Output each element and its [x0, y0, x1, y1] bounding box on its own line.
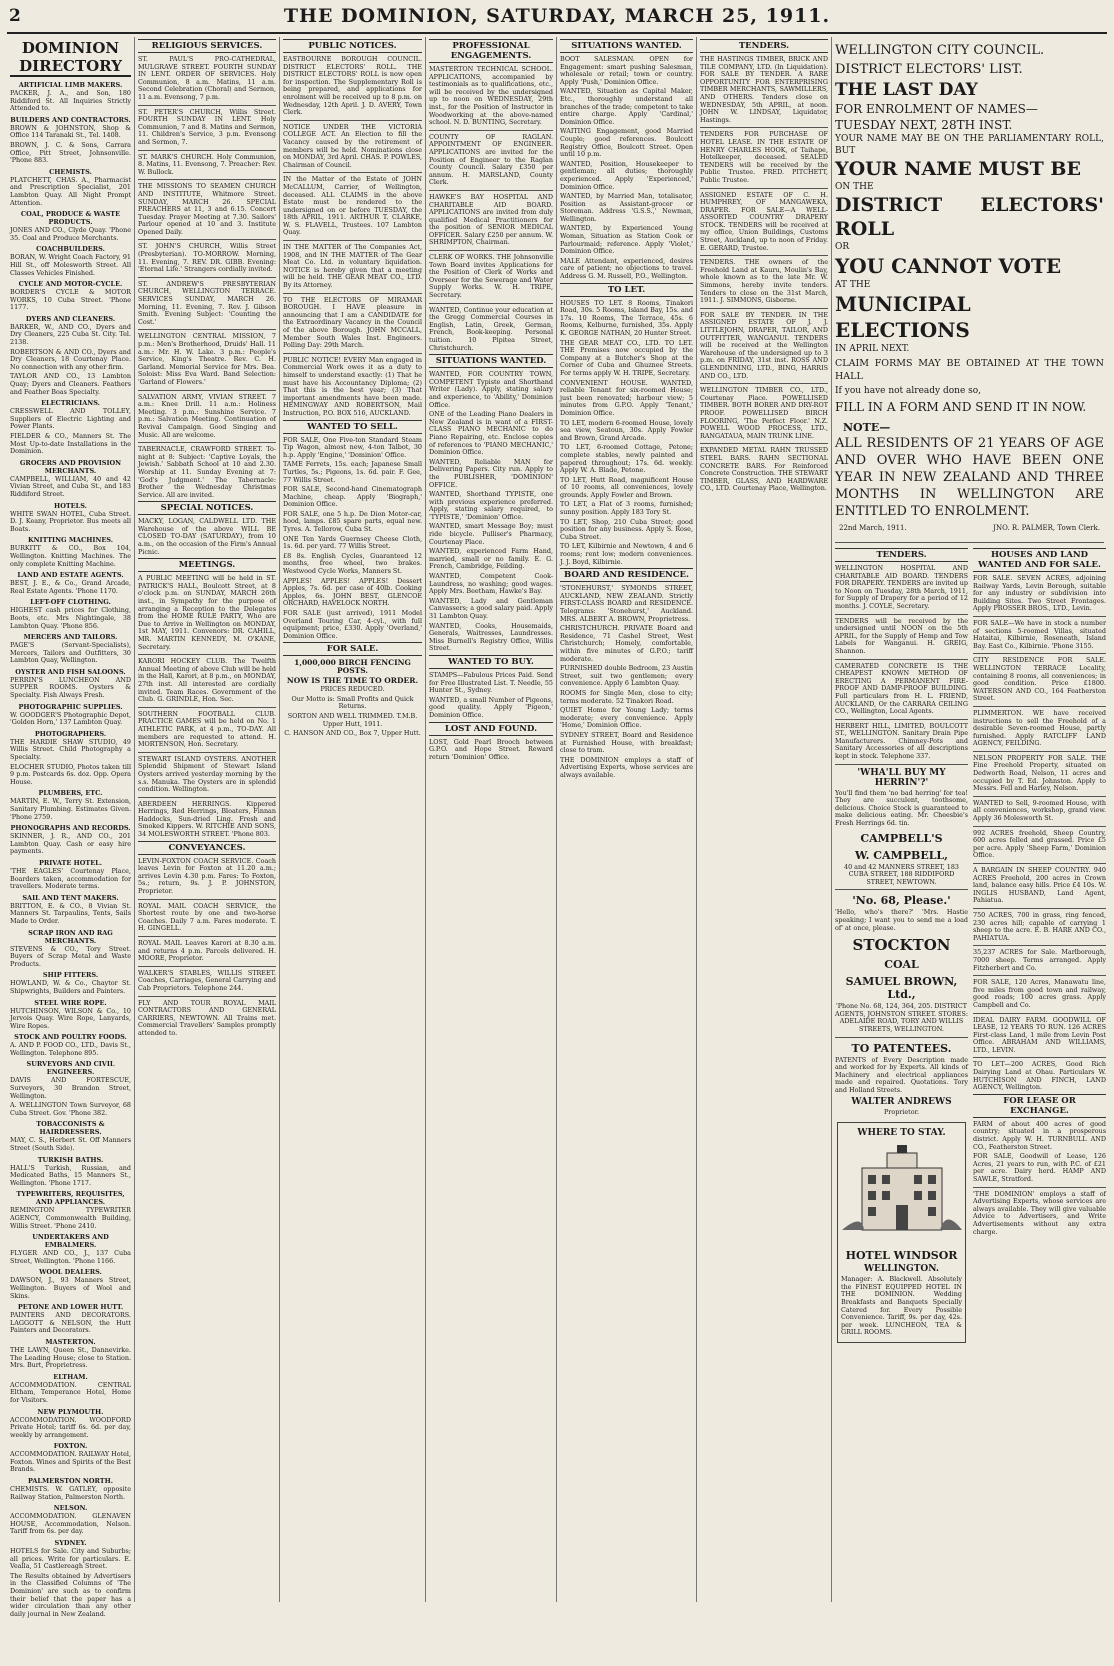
religious-column	[135, 37, 280, 1602]
election-line-roll: DISTRICT ELECTORS' ROLL	[835, 194, 1104, 240]
directory-entry: ACCOMMODATION. GLENAVEN HOUSE, Accommodation, Nelson. Tariff from 6s. per day.	[10, 1512, 131, 1536]
for-sale-line: NOW IS THE TIME TO ORDER.	[286, 675, 419, 685]
for-sale-list	[283, 659, 422, 737]
tender-notice: TENDERS FOR PURCHASE OF HOTEL LEASE. IN THE ESTATE OF HENRY CHARLES HOOK, of Taihape, Hotelkeeper, deceased. SEALED TENDERS will be received by the Public Trustee. FRED. PITCHETT, Public Trustee.	[700, 130, 828, 184]
directory-entry: REMINGTON TYPEWRITER AGENCY, Commonwealth Building, Willis Street. 'Phone 2410.	[10, 1206, 131, 1230]
directory-entry: BORAN, W. Wright Coach Factory, 91 Hill St., off Molesworth Street. All Classes Vehicles Finished.	[10, 253, 131, 277]
exchange-list	[973, 1121, 1106, 1184]
board-notice: THE DOMINION employs a staff of Advertising Experts, whose services are always available.	[560, 755, 693, 779]
sale-notice: FOR SALE, One Five-ton Standard Steam Tip Wagon, almost new, 4-ton Talbot, 30 h.p. Apply 'Engine,' 'Dominion' Office.	[283, 435, 422, 459]
campbell-name: W. CAMPBELL,	[854, 848, 949, 862]
religious-notice: ST. PETER'S CHURCH, Willis Street. FOURTH SUNDAY IN LENT. Holy Communion, 7 and 8. Matins and Sermon, 11. Children's Service, 3 p.m. Evensong and Sermon, 7.	[138, 107, 276, 146]
directory-entry: W. GOODGER'S Photographic Depot, 'Golden Horn,' 137 Lambton Quay.	[10, 710, 131, 727]
directory-entry: CHEMISTS. W. GATLEY, opposite Railway Station, Palmerston North.	[10, 1485, 131, 1501]
directory-category: STEEL WIRE ROPE.	[34, 998, 107, 1007]
dominion-staff-notice: 'THE DOMINION' employs a staff of Advertising Experts, whose services are always available. They will give valuable Advice to Advertisers, and Write Advertisements without any extra charge.	[973, 1189, 1106, 1236]
wanted-buy-notice: STAMPS—Fabulous Prices Paid. Send for Free Illustrated List. T. Needle, 55 Hunter St., Sydney.	[429, 670, 553, 695]
board-list	[560, 585, 693, 779]
public-notice: NOTICE UNDER THE VICTORIA COLLEGE ACT. An Election to fill the Vacancy caused by the retirement of members will be held. Nominations close on MONDAY, 3rd April. CHAS. P. POWLES, Chairman of Council.	[283, 122, 423, 169]
directory-category: PRIVATE HOTEL.	[38, 858, 103, 867]
professional-column	[426, 37, 557, 1602]
directory-entry: THE LAWN, Queen St., Dannevirke. The Leading House; close to Station. Mrs. Burt, Proprietress.	[10, 1345, 131, 1370]
conveyance-notice: WALKER'S STABLES, WILLIS STREET. Coaches, Carriages, General Carrying and Cab Proprietors. Telephone 244.	[138, 968, 276, 992]
board-notice: ROOMS for Single Men, close to city; terms moderate. 52 Tinakori Road.	[560, 688, 693, 705]
special-notice: MACKY, LOGAN, CALDWELL LTD. THE Warehouse of the above WILL BE CLOSED TO-DAY (SATURDAY), from 10 a.m., on the occasion of the Firm's Annual Picnic.	[138, 517, 276, 556]
situation-notice: WANTED, Cooks, Housemaids, Generals, Waitresses, Laundresses. Miss Burnell's Registry Office, Willis Street.	[429, 621, 553, 653]
to-let-list	[560, 300, 693, 567]
to-let-notice: TO LET, a Flat of 3 rooms, furnished; sunny position. Apply 183 Tory St.	[560, 500, 693, 517]
house-notice: IDEAL DAIRY FARM. GOODWILL OF LEASE, 12 YEARS TO RUN. 126 ACRES First-class Land, 1 mile from Levin Post Office. ABRAHAM AND WILLIAMS, LTD., LEVIN.	[973, 1015, 1106, 1054]
directory-list	[10, 81, 131, 1618]
directory-category: ELTHAM.	[53, 1372, 88, 1381]
tenders-column	[697, 37, 832, 1602]
directory-category: COAL, PRODUCE & WASTE PRODUCTS.	[20, 210, 121, 227]
election-line-already: If you have not already done so,	[835, 386, 982, 396]
directory-category: DYERS AND CLEANERS.	[25, 314, 116, 323]
directory-entry: BORDER'S CYCLE & MOTOR WORKS, 10 Cuba Street. 'Phone 1177.	[10, 288, 131, 312]
situation-wanted-notice: MALE Attendant, experienced, desires care of patient; no objections to travel. Address G. M. Russell, P.O., Wellington.	[560, 256, 693, 281]
house-notice: NELSON PROPERTY FOR SALE. THE Fine Freehold Property, situated on Dedworth Road, Nelson, 11 acres and occupied by T. Ed. Johnston. Apply to Messrs. Fell and Harley, Nelson.	[973, 753, 1106, 793]
lost-notice: LOST, Gold Pearl Brooch between G.P.O. and Hope Street. Reward return 'Dominion' Office.	[429, 737, 553, 761]
directory-entry: A. WELLINGTON Town Surveyor, 68 Cuba Street. Gov. 'Phone 382.	[10, 1101, 131, 1117]
directory-category: NELSON.	[53, 1504, 88, 1513]
election-footer	[839, 524, 1100, 532]
directory-entry: BEST, J. E., & Co., Grand Arcade, Real Estate Agents. 'Phone 1170.	[10, 579, 131, 595]
to-let-notice: TO LET, Shop, 210 Cuba Street; good position for any business. Apply S. Rose, Cuba Street.	[560, 517, 693, 541]
directory-entry: HOTELS for Sale. City and Suburbs; all prices. Write for particulars. E. Vealla, 51 Castlereagh Street.	[10, 1547, 131, 1571]
houses-subcolumn	[973, 546, 1106, 1238]
to-let-notice: TO LET, Hutt Road, magnificent House of 10 rooms, all conveniences, lovely grounds. Apply Fowler and Brown.	[560, 475, 693, 499]
election-clerk: JNO. R. PALMER, Town Clerk.	[993, 524, 1100, 532]
directory-category: SURVEYORS AND CIVIL ENGINEERS.	[26, 1060, 115, 1077]
election-line-parliamentary: YOUR NAME MAY BE ON THE PARLIAMENTARY ROLL, BUT	[835, 134, 1104, 156]
for-sale-heading: FOR SALE.	[283, 642, 422, 656]
election-line-municipal: MUNICIPAL ELECTIONS	[835, 292, 971, 342]
masthead-title: THE DOMINION, SATURDAY, MARCH 25, 1911.	[283, 5, 831, 27]
patentees-sub: Proprietor.	[884, 1107, 919, 1116]
directory-entry: PACKER, J. A., and Son, 180 Riddiford St. All Inquiries Strictly Attended to.	[10, 89, 131, 113]
masthead	[7, 4, 1107, 34]
directory-entry: DAVIS AND FORTESCUE, Surveyors, 30 Brandon Street, Wellington.	[10, 1076, 131, 1100]
public-notice: IN THE MATTER of The Companies Act, 1908, and IN THE MATTER of The Gear Meat Co. Ltd. in voluntary liquidation. NOTICE is hereby given that a meeting will be held. THE GEAR MEAT CO., LTD. By its Attorney.	[283, 243, 422, 290]
directory-entry: MARTIN, E. W., Terry St. Extension, Sanitary Plumbing. Estimates Given. 'Phone 2759.	[10, 797, 131, 821]
election-line-residents: ALL RESIDENTS OF 21 YEARS OF AGE AND OVER WHO HAVE BEEN ONE YEAR IN NEW ZEALAND AND THREE MONTHS IN WELLINGTON ARE ENTITLED TO ENROLMENT.	[835, 436, 1104, 519]
directory-entry: HOWLAND, W. & Co., Chaytor St. Shipwrights, Builders and Painters.	[10, 979, 131, 995]
board-notice: 'STONEHURST,' SYMONDS STREET, AUCKLAND, NEW ZEALAND. Strictly FIRST-CLASS BOARD and RESIDENCE. Telegrams: 'Stonehurst,' Auckland. MRS. ALBERT A. BROWN, Proprietress.	[560, 584, 693, 623]
directory-category: TOBACCONISTS & HAIRDRESSERS.	[36, 1120, 105, 1137]
directory-category: NEW PLYMOUTH.	[37, 1407, 104, 1416]
herring-headline: 'WHA'LL BUY MY HERRIN'?'	[857, 767, 946, 788]
religious-notice: WELLINGTON CENTRAL MISSION, 7 p.m.: Men's Brotherhood, Druids' Hall. 11 a.m.: Mr. H. W. Lake. 3 p.m.: People's Service, King's Theatre. Rev. C. H. Garland. Memorial Service for Mrs. Bea. Soloist: Miss Eva Ward. Band Selection: 'Garland of Flowers.'	[138, 332, 276, 386]
for-sale-line: Our Motto is: Small Profits and Quick Returns.	[291, 694, 414, 711]
tenders2-list	[835, 565, 968, 761]
directory-entry: FLYGER AND CO., J., 137 Cuba Street, Wellington. 'Phone 1166.	[10, 1249, 131, 1265]
directory-category: OYSTER AND FISH SALOONS.	[15, 667, 126, 676]
wanted-buy-notice: WANTED, a small Number of Pigeons, good quality. Apply 'Pigeon,' Dominion Office.	[429, 695, 553, 719]
directory-category: UNDERTAKERS AND EMBALMERS.	[32, 1233, 109, 1250]
herring-body: You'll find them 'no bad herring' for tea! They are succulent, toothsome, delicious. Choice Stock is guaranteed to make delicious eating. Mr. Cheesbie's Fresh Herrings 6d. tin.	[835, 788, 968, 828]
tenders2-subcolumn	[835, 546, 968, 1349]
directory-entry: HALL'S Turkish, Russian, and Medicated Baths, 15 Manners St., Wellington. 'Phone 1717.	[10, 1163, 131, 1187]
house-notice: WANTED to Sell, 9-roomed House, with all conveniences, workshop, grand view. Apply 36 Molesworth St.	[973, 798, 1106, 823]
oysters-notice: STEWART ISLAND OYSTERS. ANOTHER Splendid Shipment of Stewart Island Oysters arrived yesterday morning by the s.s. Manuka. The Oysters are in splendid condition. Wellington.	[138, 754, 276, 794]
directory-category: GROCERS AND PROVISION MERCHANTS.	[19, 458, 122, 475]
directory-category: PHONOGRAPHS AND RECORDS.	[10, 824, 131, 833]
to-let-notice: CONVENIENT HOUSE. WANTED, reliable Tenant for six-roomed House; just been renovated; harbour view; 5 minutes from G.P.O. Apply 'Tenant,' Dominion Office.	[560, 378, 693, 417]
coal-address: 'Phone No. 68, 124, 364, 205. DISTRICT AGENTS, JOHNSTON STREET. STORES: ADELAIDE ROAD, TORY AND WILLIS STREETS, WELLINGTON.	[835, 1002, 968, 1033]
directory-category: KNITTING MACHINES.	[27, 536, 114, 545]
coal-coal: COAL	[884, 958, 919, 972]
directory-entry: TAYLOR AND CO., 13 Lambton Quay; Dyers and Cleaners. Feathers and Feather Boas Specialty.	[10, 372, 131, 396]
directory-entry: BRITTON, E. & CO., 8 Vivian St. Manners St. Tarpaulins, Tents, Sails Made to Order.	[10, 901, 131, 925]
directory-category: LAND AND ESTATE AGENTS.	[17, 571, 124, 580]
directory-category: BUILDERS AND CONTRACTORS.	[10, 115, 131, 124]
directory-entry: ACCOMMODATION. RAILWAY Hotel, Foxton. Wines and Spirits of the Best Brands.	[10, 1450, 131, 1474]
election-line-or: OR	[835, 242, 850, 252]
situation-wanted-notice: BOOT SALESMAN. OPEN for Engagement: smart pushing Salesman, wholesale or retail; town or country. Apply 'Push,' Dominion Office.	[560, 55, 693, 86]
public-notice: PUBLIC NOTICE! EVERY Man engaged in Commercial Work owes it as a duty to himself to understand exactly: (1) That he must have his Accountancy Diploma; (2) That this is the best year; (3) That important amendments have been made. HEMINGWAY AND ROBERTSON, Mail Instruction, P.O. BOX 516, AUCKLAND.	[283, 355, 422, 417]
public-list	[283, 56, 422, 418]
situations-list	[429, 371, 553, 653]
for-sale-line: PRICES REDUCED.	[320, 685, 385, 694]
house-notice: 35,237 ACRES for Sale. Marlborough, 7000 sheep. Terms arranged. Apply Fitzherbert and Co.	[973, 948, 1106, 972]
directory-entry: CAMPBELL, WILLIAM, 40 and 42 Vivian Street, and Cuba St., and 183 Riddiford Street.	[10, 474, 131, 498]
religious-notice: ST. MARK'S CHURCH. Holy Communion, 8. Matins, 11. Evensong, 7. Preacher: Rev. W. Bullock.	[138, 152, 276, 176]
election-notice	[835, 41, 1104, 532]
directory-category: HOTELS.	[54, 501, 87, 510]
directory-entry: ACCOMMODATION. CENTRAL Eltham, Temperance Hotel, Home for Visitors.	[10, 1380, 131, 1404]
directory-entry: PLATCHETT, CHAS. A., Pharmacist and Prescription Specialist, 201 Lambton Quay. All Night Prompt Attention.	[10, 175, 131, 207]
directory-category: PHOTOGRAPHERS.	[34, 729, 107, 738]
situation-notice: WANTED, Lady and Gentleman Canvassers; a good salary paid. Apply 31 Lambton Quay.	[429, 596, 553, 620]
professional-list	[429, 66, 553, 352]
meetings-heading: MEETINGS.	[138, 558, 276, 572]
tender2-notice: CAMERATED CONCRETE IS THE CHEAPEST KNOWN METHOD OF ERECTING A PERMANENT FIRE-PROOF AND DAMP-PROOF BUILDING. Full particulars from H. L. FRIEND, AUCKLAND, Or the CARRARA CEILING CO., Wellington, Local Agents.	[835, 661, 968, 716]
directory-category: TURKISH BATHS.	[37, 1155, 104, 1164]
tender2-notice: TENDERS will be received by the undersigned until NOON on the 5th APRIL, for the Supply of Hemp and Tow Labels for Wanganui. H. GREIG, Shannon.	[835, 616, 968, 655]
to-let-notice: HOUSES TO LET. 8 Rooms, Tinakori Road, 30s. 5 Rooms, Island Bay, 15s. and 17s. 10 Rooms, The Terrace, 45s. 6 Rooms, Kelburne, furnished, 35s. Apply K. GEORGE NATHAN, 20 Hunter Street.	[560, 298, 693, 337]
directory-entry: HIGHEST cash prices for Clothing, Boots, etc. Mrs Nightingale, 38 Lambton Quay. 'Phone 856.	[10, 606, 131, 630]
sale-notice: APPLES! APPLES! APPLES! Dessert Apples, 7s. 6d. per case of 40lb. Cooking Apples, 6s. JOHN BEST, GLENCOE ORCHARD, HAVELOCK NORTH.	[283, 576, 422, 608]
directory-category: COACHBUILDERS.	[36, 245, 105, 254]
page-number: 2	[9, 6, 21, 26]
directory-entry: STEVENS & CO., Tory Street. Buyers of Scrap Metal and Waste Products.	[10, 944, 131, 968]
directory-entry: ACCOMMODATION. WOODFORD Private Hotel; tariff 6s. 6d. per day, weekly by arrangement.	[10, 1415, 131, 1439]
directory-category: SYDNEY.	[54, 1539, 87, 1548]
sale-notice: FOR SALE, one 5 h.p. De Dion Motor-car, hood, lamps. £85 spare parts, equal new. Tyres. A. Tellorow, Cuba St.	[283, 509, 422, 534]
directory-category: SCRAP IRON AND RAG MERCHANTS.	[28, 928, 113, 945]
election-line-on-the: ON THE	[835, 182, 874, 192]
directory-entry: CRESSWELL AND TOLLEY, Suppliers of Electric Lighting and Power Plants.	[10, 407, 131, 431]
election-line-tuesday: TUESDAY NEXT, 28TH INST.	[835, 118, 1013, 132]
election-column	[832, 37, 1107, 1602]
religious-list	[138, 56, 276, 499]
situation-wanted-notice: WANTED, by Experienced Young Woman, Situation as Station Cook or Parlourmaid; reference. Apply 'Violet,' Dominion Office.	[560, 224, 693, 256]
situations-wanted-column	[557, 37, 697, 1602]
exchange-notice: FARM of about 400 acres of good country; situated in a prosperous district. Apply W. H. TURNBULL AND CO., Featherston Street.	[973, 1119, 1106, 1151]
election-line-council: WELLINGTON CITY COUNCIL.	[835, 43, 1045, 58]
to-let-heading: TO LET.	[560, 283, 693, 297]
directory-category: MERCERS AND TAILORS.	[23, 633, 118, 642]
professional-notice: MASTERTON TECHNICAL SCHOOL. APPLICATIONS, accompanied by testimonials as to qualifications, etc., will be received by the undersigned up to noon on WEDNESDAY, 29th inst., for the Position of Instructor in Woodworking at the above-named school. N. D. BUNTING, Secretary.	[429, 65, 553, 127]
house-notice: 992 ACRES freehold, Sheep Country, 600 acres felled and grassed. Price £5 per acre. Apply 'Sheep Farm,' Dominion Office.	[973, 828, 1106, 860]
sale-notice: FOR SALE (just arrived), 1911 Model Overland Touring Car, 4-cyl., with full equipment; price, £330. Apply 'Overland,' Dominion Office.	[283, 609, 422, 640]
lost-list	[429, 739, 553, 762]
house-notice: CITY RESIDENCE FOR SALE. WELLINGTON TERRACE Locality, containing 8 rooms, all conveniences; in good condition. Price £1800. WATERSON AND CO., 164 Featherston Street.	[973, 656, 1106, 703]
herrings-notice: ABERDEEN HERRINGS. Kippered Herrings, Red Herrings, Bloaters, Finnan Haddocks, Sun-dried Ling. Fresh and Smoked Kippers. W. RITCHIE AND SONS, 34 MOLESWORTH STREET. 'Phone 803.	[138, 799, 276, 839]
campbell-heading: CAMPBELL'S	[860, 831, 943, 845]
religious-heading: RELIGIOUS SERVICES.	[138, 39, 276, 53]
for-sale-line: SORTON AND WELL TRIMMED. T.M.B. Upper Hutt, 1911.	[287, 711, 418, 728]
tender-notice: THE HASTINGS TIMBER, BRICK AND TILE COMPANY, LTD. (In Liquidation). FOR SALE BY TENDER. A RARE OPPORTUNITY FOR ENTERPRISING TIMBER MERCHANTS, SAWMILLERS, AND OTHERS. Tenders close on WEDNESDAY, 5th APRIL, at noon. JOHN W. LINDSAY, Liquidator, Hastings.	[700, 55, 828, 124]
directory-category: PALMERSTON NORTH.	[27, 1477, 114, 1486]
situations2-list	[560, 56, 693, 281]
board-notice: FURNISHED double Bedroom, 23 Austin Street, suit two gentlemen; every convenience. Apply 6 Lambton Quay.	[560, 664, 693, 688]
house-notice: 750 ACRES, 700 in grass, ring fenced, 230 acres hill; capable of carrying 1 sheep to the acre. E. B. HARE AND CO., PAHIATUA.	[973, 910, 1106, 942]
sale-notice: ONE Ten Yards Guernsey Cheese Cloth, 1s. 6d. per yard. 77 Willis Street.	[283, 534, 422, 551]
election-line-claim-forms: CLAIM FORMS MAY BE OBTAINED AT THE TOWN HALL	[835, 358, 1104, 382]
directory-entry: BROWN & JOHNSTON, Shop & Office 114 Taranaki St., Tel. 1408.	[10, 123, 131, 140]
situation-notice: WANTED, Reliable MAN for Delivering Papers. City run. Apply to the PUBLISHER, 'DOMINION' OFFICE.	[429, 457, 553, 489]
tender-notice: TENDERS. THE owners of the Freehold Land at Kauru, Moulin's Bay, whole known as to the late Mr. W. Simmons, hereby invite tenders. Tenders to close on the 31st March, 1911. J. SIMMONS, Gisborne.	[700, 258, 828, 305]
for-sale-line: 1,000,000 BIRCH FENCING POSTS.	[294, 658, 411, 675]
election-line-cannot-vote: YOU CANNOT VOTE	[835, 254, 1062, 278]
board-heading: BOARD AND RESIDENCE.	[560, 568, 693, 582]
directory-entry: HUTCHINSON, WILSON & Co., 10 Jervois Quay. Wire Rope, Lanyards, Wire Ropes.	[10, 1006, 131, 1030]
to-let-notice: TO LET, Kilbirnie and Newtown, 4 and 6 rooms; rent low; modern conveniences. J. J. Boyd, Kilbirnie.	[560, 542, 693, 566]
to-let-notice: TO LET, modern 6-roomed House, lovely sea view, Seatoun, 30s. Apply Fowler and Brown, Grand Arcade.	[560, 418, 693, 442]
tender-notice: WELLINGTON TIMBER CO., LTD., Courtenay Place. POWELLISED TIMBER. BOTH BORER AND DRY-ROT PROOF. POWELLISED BIRCH FLOORING, 'The Perfect Floor.' N.Z. POWELL WOOD PROCESS, LTD., RANGATAUA, MAIN TRUNK LINE.	[700, 386, 828, 440]
house-notice: A BARGAIN IN SHEEP COUNTRY. 940 ACRES Freehold, 200 acres in Crown land, balance easy hills. Price £4 10s. W. INGLIS HUSBAND, Land Agent, Pahiatua.	[973, 866, 1106, 905]
patentees-body: PATENTS of Every Description made and worked for by Experts. All kinds of Machinery and electrical appliances made and repaired. Quotations. Tory and Holland Streets.	[835, 1055, 968, 1094]
directory-entry: ELOCHER STUDIO, Photos taken till 9 p.m. Postcards 6s. doz. Opp. Opera House.	[10, 762, 131, 786]
religious-notice: SALVATION ARMY, VIVIAN STREET. 7 a.m.: Knee Drill. 11 a.m.: Holiness Meeting. 3 p.m.: Sunshine Service. 7 p.m.: Salvation Meeting. Continuation of Revival Campaign. Good Singing and Music. All are welcome.	[138, 392, 276, 439]
coal-headline: 'No. 68, Please.'	[852, 894, 951, 908]
exchange-notice: FOR SALE, Goodwill of Lease, 126 Acres, 21 years to run, with P.C. of £21 per acre. Dairy herd. HAMP AND SAWLE, Stratford.	[973, 1152, 1106, 1183]
house-notice: FOR SALE, 120 Acres, Manawatu line, five miles from good town and railway, good roads; 100 acres grass. Apply Campbell and Co.	[973, 978, 1106, 1009]
hotel-body: Manager: A. Blackwell. Absolutely the FINEST EQUIPPED HOTEL IN THE DOMINION. Wedding Breakfasts and Banquets Specially Catered for. Every Possible Convenience. Tariff, 9s. per day, 42s. per week. LUNCHEON, TEA & GRILL ROOMS.	[841, 1275, 962, 1337]
directory-entry: 'THE EAGLES' Courtenay Place, Boarders taken, accommodation for travellers. Moderate terms.	[10, 866, 131, 891]
coal-brown: SAMUEL BROWN, Ltd.,	[845, 975, 958, 1002]
tenders-list	[700, 56, 828, 493]
directory-entry: The Results obtained by Advertisers in the Classified Columns of 'The Dominion' are such as to confirm their belief that the paper has a wider circulation than any other daily journal in New Zealand.	[10, 1571, 131, 1618]
directory-category: SHIP FITTERS.	[42, 971, 99, 980]
directory-entry: SKINNER, J. R., AND CO., 201 Lambton Quay. Cash or easy hire payments.	[10, 832, 131, 856]
for-sale-line: C. HANSON AND CO., Box 7, Upper Hutt.	[284, 729, 421, 738]
tender-notice: ASSIGNED ESTATE OF C. H. HUMPHREY, OF MANGAWEKA, DRAPER. FOR SALE—A WELL-ASSORTED COUNTRY DRAPERY STOCK. TENDERS will be received at my office, Union Buildings, Customs Street, Auckland, up to noon of Friday. E. GERARD, Trustee.	[700, 190, 828, 252]
situation-notice: WANTED, Competent Cook-Laundress, no washing; good wages. Apply Mrs. Beetham, Hawke's Bay.	[429, 572, 553, 596]
public-notice: TO THE ELECTORS OF MIRAMAR BOROUGH. I HAVE pleasure in announcing that I am a CANDIDATE for the Extraordinary Vacancy in the Council of the above Borough. JOHN MCCALL, Member South Wales Inst. Engineers. Polling Day: 29th March.	[283, 295, 422, 350]
tender-notice: EXPANDED METAL RAHN TRUSSED STEEL BARS. RAHN SECTIONAL CONCRETE BARS. For Reinforced Concrete Construction. THE STEWART TIMBER, GLASS, AND HARDWARE CO., LTD. Courtenay Place, Wellington.	[700, 446, 828, 493]
directory-category: PHOTOGRAPHIC SUPPLIES.	[18, 702, 123, 711]
public-heading: PUBLIC NOTICES.	[283, 39, 422, 53]
to-let-notice: THE GEAR MEAT CO., LTD. TO LET. THE Premises now occupied by the Company at a Butcher's Shop at the Corner of Cuba and Ghuznee Streets. For terms apply W. H. TRIPE, Secretary.	[560, 338, 693, 377]
conveyances-list	[138, 858, 276, 1038]
directory-category: LEFT-OFF CLOTHING.	[30, 598, 111, 607]
directory-entry: WHITE SWAN HOTEL, Cuba Street. D. J. Keany, Proprietor. Bus meets all Boats.	[10, 509, 131, 533]
election-line-last-day: THE LAST DAY	[835, 80, 978, 100]
professional-notice: COUNTY OF RAGLAN. APPOINTMENT OF ENGINEER. APPLICATIONS are invited for the Position of Engineer to the Raglan County Council. Salary £350 per annum. H. MARSLAND, County Clerk.	[429, 132, 553, 187]
board-notice: CHRISTCHURCH. PRIVATE Board and Residence, 71 Cashel Street, West Christchurch; Homely, comfortable, within five minutes of G.P.O.; tariff moderate.	[560, 624, 693, 663]
directory-category: PLUMBERS, ETC.	[38, 789, 103, 798]
tender2-notice: WELLINGTON HOSPITAL AND CHARITABLE AID BOARD. TENDERS FOR DRAPERY. TENDERS are invited up to Noon on Tuesday, 28th March, 1911, for Supply of Drapery for a period of 12 months. J. COYLE, Secretary.	[835, 564, 968, 610]
coal-body: 'Hello, who's there?' 'Mrs. Hastie speaking; I want you to send me a load of' at once, please.	[835, 908, 968, 932]
hotel-advert	[837, 1122, 966, 1343]
directory-category: STOCK AND POULTRY FOODS.	[14, 1033, 127, 1042]
wanted-buy-list	[429, 672, 553, 720]
conveyance-notice: LEVIN-FOXTON COACH SERVICE. Coach leaves Levin for Foxton at 11.20 a.m.; arrives Levin 4.30 p.m. Fares: To Foxton, 5s.; return, 9s. J. P. JOHNSTON, Proprietor.	[138, 856, 276, 896]
religious-notice: THE MISSIONS TO SEAMEN CHURCH AND INSTITUTE, Whitmore Street. SUNDAY, MARCH 26. SPECIAL PREACHERS at 11, 3 and 6.15. Concert Tuesday. Prayer Meeting at 7.30. Sailors' Parlour opened at 10 and 3. Institute Opened Daily.	[138, 182, 276, 236]
situations-heading: SITUATIONS WANTED.	[429, 354, 553, 368]
conveyance-notice: ROYAL MAIL Leaves Karori at 8.30 a.m. and returns 4 p.m. Parcels delivered. H. MOORE, Proprietor.	[138, 939, 276, 963]
house-notice: TO LET—200 ACRES, Good Rich Dairying Land at Ohau. Particulars W. HUTCHISON AND FINCH, LAND AGENCY, Wellington.	[973, 1060, 1106, 1092]
houses-list	[973, 575, 1106, 1092]
hockey-notice: KARORI HOCKEY CLUB. The Twelfth Annual Meeting of above Club will be held in the Hall, Karori, at 8 p.m., on MONDAY, 27th inst. All interested are cordially invited. Team Races. Government of the Club. G. GRINDLE, Hon. Sec.	[138, 657, 276, 704]
directory-entry: ROBERTSON & AND CO., Dyers and Dry Cleaners, 18 Courtenay Place. No connection with any other firm.	[10, 347, 131, 371]
directory-column	[7, 37, 135, 1618]
directory-entry: PAGE'S (Servant-Specialists), Mercers, Tailors and Outfitters, 30 Lambton Quay, Wellington.	[10, 641, 131, 665]
election-line-note: NOTE—	[843, 421, 891, 434]
religious-notice: ST. PAUL'S PRO-CATHEDRAL, MULGRAVE STREET. FOURTH SUNDAY IN LENT. ORDER OF SERVICES. Holy Communion, 8 a.m. Matins, 11 a.m. Second Celebration (Choral) and Sermon, 11 a.m. Evensong, 7 p.m.	[138, 55, 276, 101]
situation-notice: WANTED, FOR COUNTRY TOWN, COMPETENT Typiste and Shorthand Writer (Lady). Apply, stating salary and experience, to 'Ability,' Dominion Office.	[429, 370, 553, 409]
situation-notice: WANTED, Shorthand TYPISTE, one with previous experience preferred. Apply, stating salary required, to 'TYPISTE,' 'Dominion' Office.	[429, 490, 553, 521]
situation-wanted-notice: WANTED, Position, Housekeeper to gentleman; all duties; thoroughly experienced. Apply 'Experienced,' Dominion Office.	[560, 159, 693, 191]
directory-category: CHEMISTS.	[49, 167, 92, 176]
directory-entry: THE HARDIE SHAW STUDIO, 49 Willis Street. Child Photography a Specialty.	[10, 737, 131, 762]
election-line-at-the: AT THE	[835, 280, 871, 290]
tender-notice: FOR SALE BY TENDER. IN THE ASSIGNED ESTATE OF J. J. LITTLEJOHN, DRAPER, TAILOR, AND OUTFITTER, WANGANUI. TENDERS will be received at the Wellington Warehouse of the undersigned up to 3 p.m. on FRIDAY, 31st inst. ROSS AND GLENDINNING, LTD., BING, HARRIS AND CO., LTD.	[700, 310, 828, 380]
wanted-buy-heading: WANTED TO BUY.	[429, 655, 553, 669]
newspaper-page	[7, 4, 1107, 1618]
sale-notice: £8 8s. English Cycles, Guaranteed 12 months, free wheel, two brakes. Westwood Cycle Works, Manners St.	[283, 551, 422, 576]
election-line-fill-in: FILL IN A FORM AND SEND IT IN NOW.	[835, 400, 1087, 414]
directory-category: MASTERTON.	[45, 1337, 96, 1346]
directory-entry: BARKER, W., AND CO., Dyers and Dry Cleaners, 225 Cuba St. City. Tel. 2138.	[10, 322, 131, 347]
tenders-heading: TENDERS.	[700, 39, 828, 53]
wanted-sell-heading: WANTED TO SELL.	[283, 420, 422, 434]
directory-entry: FIELDER & CO., Manners St. The Most Up-to-date Installations in the Dominion.	[10, 432, 131, 456]
patentees-heading: TO PATENTEES.	[851, 1041, 952, 1055]
directory-category: FOXTON.	[53, 1442, 88, 1451]
directory-entry: JONES AND CO., Clyde Quay. 'Phone 35. Coal and Produce Merchants.	[10, 226, 131, 242]
exchange-heading: FOR LEASE OR EXCHANGE.	[973, 1094, 1106, 1118]
football-notice: SOUTHERN FOOTBALL CLUB. PRACTICE GAMES will be held on No. 1 ATHLETIC PARK, at 4 p.m., TO-DAY. All members are requested to attend. H. MORTENSON, Hon. Secretary.	[138, 709, 276, 749]
situations2-heading: SITUATIONS WANTED.	[560, 39, 693, 53]
conveyance-notice: ROYAL MAIL COACH SERVICE, the Shortest route by one and two-horse Coaches. Daily 7 a.m. Fares moderate. T. H. GINGELL.	[138, 901, 276, 933]
situation-wanted-notice: WANTED, by Married Man, totalisator, Position as Assistant-grocer or Storeman. Address 'G.S.S.,' Newman, Wellington.	[560, 192, 693, 223]
houses-heading: HOUSES AND LAND WANTED AND FOR SALE.	[973, 548, 1106, 572]
situation-notice: ONE of the Leading Piano Dealers in New Zealand is in want of a FIRST-CLASS PIANO MECHANIC to do Piano Repairing, etc. Enclose copies of references to 'PIANO MECHANIC,' Dominion Office.	[429, 410, 553, 457]
religious-notice: TABERNACLE, CRAWFORD STREET. To-night at 8: Subject: 'Captive Loyals, the Jewish.' Sabbath School at 10 and 2.30. Worship at 11. Sunday Evening at 7: 'God's Judgment.' The Tabernacle: Brother the Wednesday Christmas Service. All are invited.	[138, 445, 276, 499]
directory-category: SAIL AND TENT MAKERS.	[22, 893, 119, 902]
professional-notice: HAWKE'S BAY HOSPITAL AND CHARITABLE AID BOARD. APPLICATIONS are invited from duly qualified Medical Practitioners for the position of SENIOR MEDICAL OFFICER. Salary £250 per annum. W. SHRIMPTON, Chairman.	[429, 192, 553, 247]
religious-notice: ST. JOHN'S CHURCH, Willis Street (Presbyterian). TO-MORROW. Morning, 11. Evening, 7. REV. DR. GIBB. Evening: 'Eternal Life.' Strangers cordially invited.	[138, 242, 276, 274]
public-notice: IN the Matter of the Estate of JOHN McCALLUM, Carrier, of Wellington, deceased. ALL CLAIMS in the above Estate must be rendered to the undersigned on or before TUESDAY, the 18th APRIL, 1911. ARTHUR T. CLARKE, W. S. FLAVELL, Trustees. 107 Lambton Quay.	[283, 175, 422, 237]
lower-split	[835, 546, 1104, 1666]
directory-category: TYPEWRITERS, REQUISITES, AND APPLIANCES.	[16, 1190, 125, 1207]
situation-wanted-notice: WAITING Engagement, good Married Couple; good references. Boulcott Registry Office, Boulcott Street. Open until 10 p.m.	[560, 127, 693, 159]
public-notice: EASTBOURNE BOROUGH COUNCIL. DISTRICT ELECTORS' ROLL. THE DISTRICT ELECTORS' ROLL is now open for inspection. The Supplementary Roll is being prepared, and applications for enrolment will be received up to 8 p.m. on Wednesday, 12th April. J. D. AVERY, Town Clerk.	[283, 55, 422, 117]
directory-category: CYCLE AND MOTOR-CYCLE.	[18, 280, 123, 289]
situation-wanted-notice: WANTED, Situation as Capital Maker, Etc., thoroughly understand all branches of the trade; competent to take entire charge. Apply 'Cardinal,' Dominion Office.	[560, 87, 693, 126]
election-date: 22nd March, 1911.	[839, 524, 907, 532]
to-let-notice: TO LET, 6-roomed Cottage, Petone; complete stables, newly painted and papered throughout; 17s. 6d. weekly. Apply W. A. Blade, Petone.	[560, 443, 693, 475]
directory-category: ARTIFICIAL LIMB MAKERS.	[18, 81, 123, 89]
directory-title: DOMINION DIRECTORY	[10, 39, 131, 77]
hotel-name: HOTEL WINDSOR	[845, 1249, 958, 1263]
religious-notice: ST. ANDREW'S PRESBYTERIAN CHURCH, WELLINGTON TERRACE. SERVICES SUNDAY, MARCH 26. Morning, 11. Evening, 7. Rev. J. Gibson Smith. Evening Subject: 'Counting the Cost.'	[138, 279, 276, 326]
conveyance-notice: FLY AND TOUR ROYAL MAIL CONTRACTORS AND GENERAL CARRIERS, NEWTOWN. All Trains met. Commercial Travellers' Samples promptly attended to.	[138, 998, 276, 1037]
sale-notice: TAME Ferrets, 15s. each; Japanese Small Turtles, 5s.; Pigeons, 1s. 6d. pair. F. Gee, 77 Willis Street.	[283, 460, 422, 484]
board-notice: SYDNEY STREET, Board and Residence at Furnished House, with breakfast; close to tram.	[560, 730, 693, 755]
wanted-sell-list	[283, 437, 422, 641]
tenders2-heading: TENDERS.	[835, 548, 968, 562]
directory-entry: PERRIN'S LUNCHEON AND SUPPER ROOMS. Oysters & Specialty. Fish Always Fresh.	[10, 675, 131, 700]
house-notice: FOR SALE. SEVEN ACRES, adjoining Railway Yards, Levin Borough, suitable for any industry or subdivision into Building Sites. Two Street Frontages. Apply PROSSER BROS., LTD., Levin.	[973, 574, 1106, 613]
professional-heading: PROFESSIONAL ENGAGEMENTS.	[429, 39, 553, 63]
directory-entry: PAINTERS AND DECORATORS. LAGGOTT & NELSON, the Hutt Painters and Decorators.	[10, 1311, 131, 1335]
hotel-where: WHERE TO STAY.	[857, 1128, 946, 1139]
conveyances-heading: CONVEYANCES.	[138, 841, 276, 855]
directory-category: PETONE AND LOWER HUTT.	[17, 1303, 124, 1312]
hotel-building-icon	[842, 1143, 962, 1238]
patentees-name: WALTER ANDREWS	[851, 1096, 952, 1107]
election-line-enrolment: FOR ENROLMENT OF NAMES—	[835, 102, 1038, 116]
coal-stockton: STOCKTON	[852, 936, 951, 955]
directory-entry: BURKITT & CO., Box 104, Wellington. Knitting Machines. The only complete Knitting Machine.	[10, 544, 131, 568]
directory-entry: A. AND P. FOOD CO., LTD., Davis St., Wellington. Telephone 895.	[10, 1041, 131, 1057]
directory-category: WOOL DEALERS.	[39, 1268, 102, 1277]
public-notices-column	[280, 37, 426, 1602]
situation-notice: WANTED, smart Message Boy; must ride bicycle. Pulliser's Pharmacy, Courtenay Place.	[429, 522, 553, 546]
campbell-address: 40 and 42 MANNERS STREET, 183 CUBA STREET, 188 RIDDIFORD STREET, NEWTOWN.	[844, 862, 959, 886]
house-notice: PLIMMERTON. WE have received instructions to sell the Freehold of a desirable Seven-roomed House, partly furnished. Apply RATCLIFF LAND AGENCY, FEILDING.	[973, 708, 1106, 748]
election-line-must-be: YOUR NAME MUST BE	[835, 158, 1081, 180]
lost-heading: LOST AND FOUND.	[429, 722, 553, 736]
professional-notice: WANTED, Continue your education at the Gregg Commercial Courses in English, Latin, Greek, German, French, Book-keeping. Personal tuition. 10 Pipitea Street, Christchurch.	[429, 305, 553, 352]
directory-category: ELECTRICIANS.	[41, 399, 100, 408]
directory-entry: BROWN, J. C. & Sons, Carrara Office, Pitt Street, Johnsonville. 'Phone 883.	[10, 140, 131, 165]
professional-notice: CLERK OF WORKS. THE Johnsonville Town Board invites Applications for the Position of Clerk of Works and Overseer for the Sewerage and Water Supply Works. W. H. TRIPE, Secretary.	[429, 253, 553, 300]
meeting-notice: A PUBLIC MEETING will be held in ST. PATRICK'S HALL, Boulcott Street, at 8 o'clock p.m. on SUNDAY, MARCH 26th inst., in Sympathy for the purpose of arranging a Reception to the Delegates from the HOME RULE PARTY, Who are Due to Arrive in Wellington on MONDAY, 1st MAY, 1911. Convenors: DR. CAHILL, MR. MARTIN KENNEDY, M. O'KANE, Secretary.	[138, 574, 276, 651]
election-line-april: IN APRIL NEXT.	[835, 344, 910, 354]
hotel-city: WELLINGTON.	[863, 1264, 940, 1275]
house-notice: FOR SALE—We have in stock a number of sections 5-roomed Villas, situated Hataitai, Kilbirnie, Roseneath, Island Bay. East Co., Kilbirnie. 'Phone 3155.	[973, 618, 1106, 650]
board-notice: QUIET Home for Young Lady; terms moderate; every convenience. Apply 'Home,' Dominion Office.	[560, 706, 693, 730]
tender2-notice: HERBERT HILL, LIMITED, BOULCOTT ST., WELLINGTON. Sanitary Drain Pipe Manufacturers. Chimney-Pots and Sanitary Accessories of all descriptions kept in stock. Telephone 337.	[835, 721, 968, 761]
situation-notice: WANTED, experienced Farm Hand, married, small or no family. E. G. French, Cambridge, Feilding.	[429, 547, 553, 571]
directory-entry: DAWSON, J., 93 Manners Street, Wellington. Buyers of Wool and Skins.	[10, 1276, 131, 1300]
election-line-list: DISTRICT ELECTORS' LIST.	[835, 62, 1023, 77]
special-heading: SPECIAL NOTICES.	[138, 501, 276, 515]
sale-notice: FOR SALE, Second-hand Cinematograph Machine, cheap. Apply 'Biograph,' Dominion Office.	[283, 485, 422, 509]
directory-entry: MAY, C. S., Herbert St. Off Manners Street (South Side).	[10, 1136, 131, 1153]
